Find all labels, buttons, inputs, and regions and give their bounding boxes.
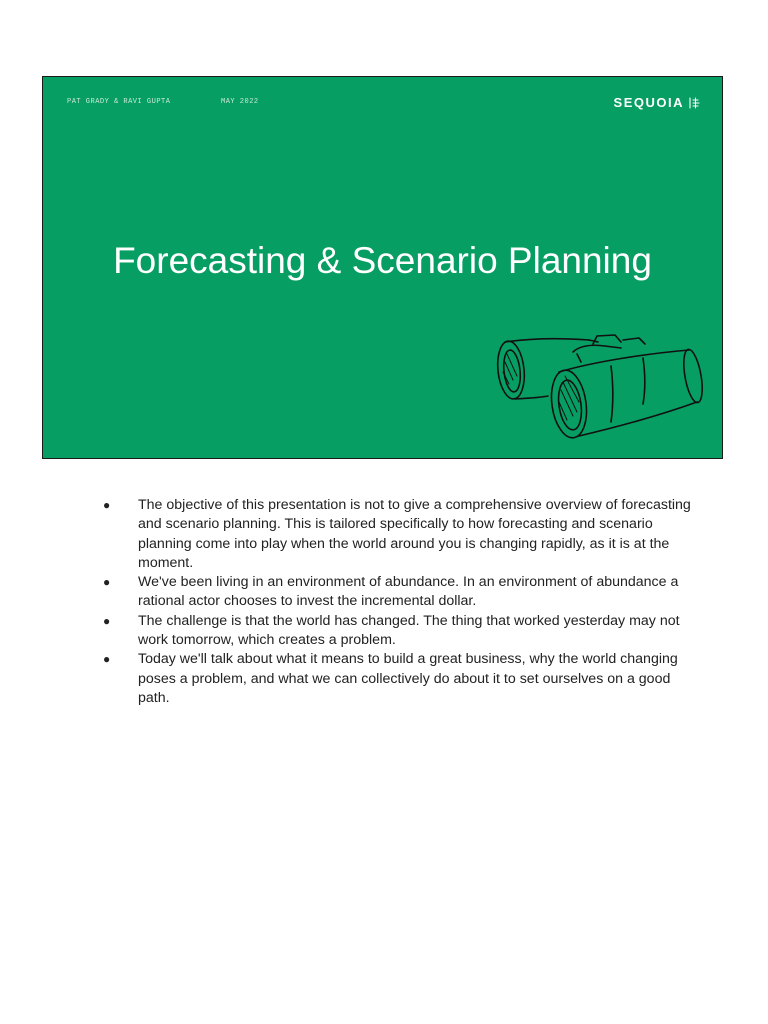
binoculars-icon: [493, 332, 707, 442]
logo-text: SEQUOIA: [613, 95, 684, 110]
sequoia-tree-icon: [688, 97, 700, 109]
bullet-icon: ●: [103, 613, 111, 628]
list-item: [103, 650, 693, 708]
list-item: [103, 573, 693, 612]
list-item-text: The objective of this presentation is not to give a comprehensive overview of forecasting and scenario planning. This is tailored specifically to how forecasting and scenario planning come into play when the world around you is changing rapidly, as it is at the moment.: [138, 497, 691, 571]
list-item-text: Today we'll talk about what it means to build a great business, why the world changing poses a problem, and what we can collectively do about it to set ourselves on a good path.: [138, 651, 678, 706]
list-item-text: We've been living in an environment of abundance. In an environment of abundance a rational actor chooses to invest the incremental dollar.: [138, 574, 679, 610]
slide-title: Forecasting & Scenario Planning: [113, 240, 652, 281]
list-item: [103, 612, 693, 651]
slide-date: MAY 2022: [221, 98, 259, 106]
sequoia-logo: [614, 95, 700, 110]
bullet-icon: ●: [103, 575, 111, 590]
list-item-text: The challenge is that the world has changed. The thing that worked yesterday may not work tomorrow, which creates a problem.: [138, 612, 680, 649]
bullet-icon: ●: [103, 498, 111, 512]
slide-authors: PAT GRADY & RAVI GUPTA: [67, 98, 171, 106]
bullet-icon: ●: [103, 652, 111, 667]
list-item: [103, 496, 693, 573]
notes-list: [103, 496, 693, 708]
title-slide: [42, 76, 723, 459]
